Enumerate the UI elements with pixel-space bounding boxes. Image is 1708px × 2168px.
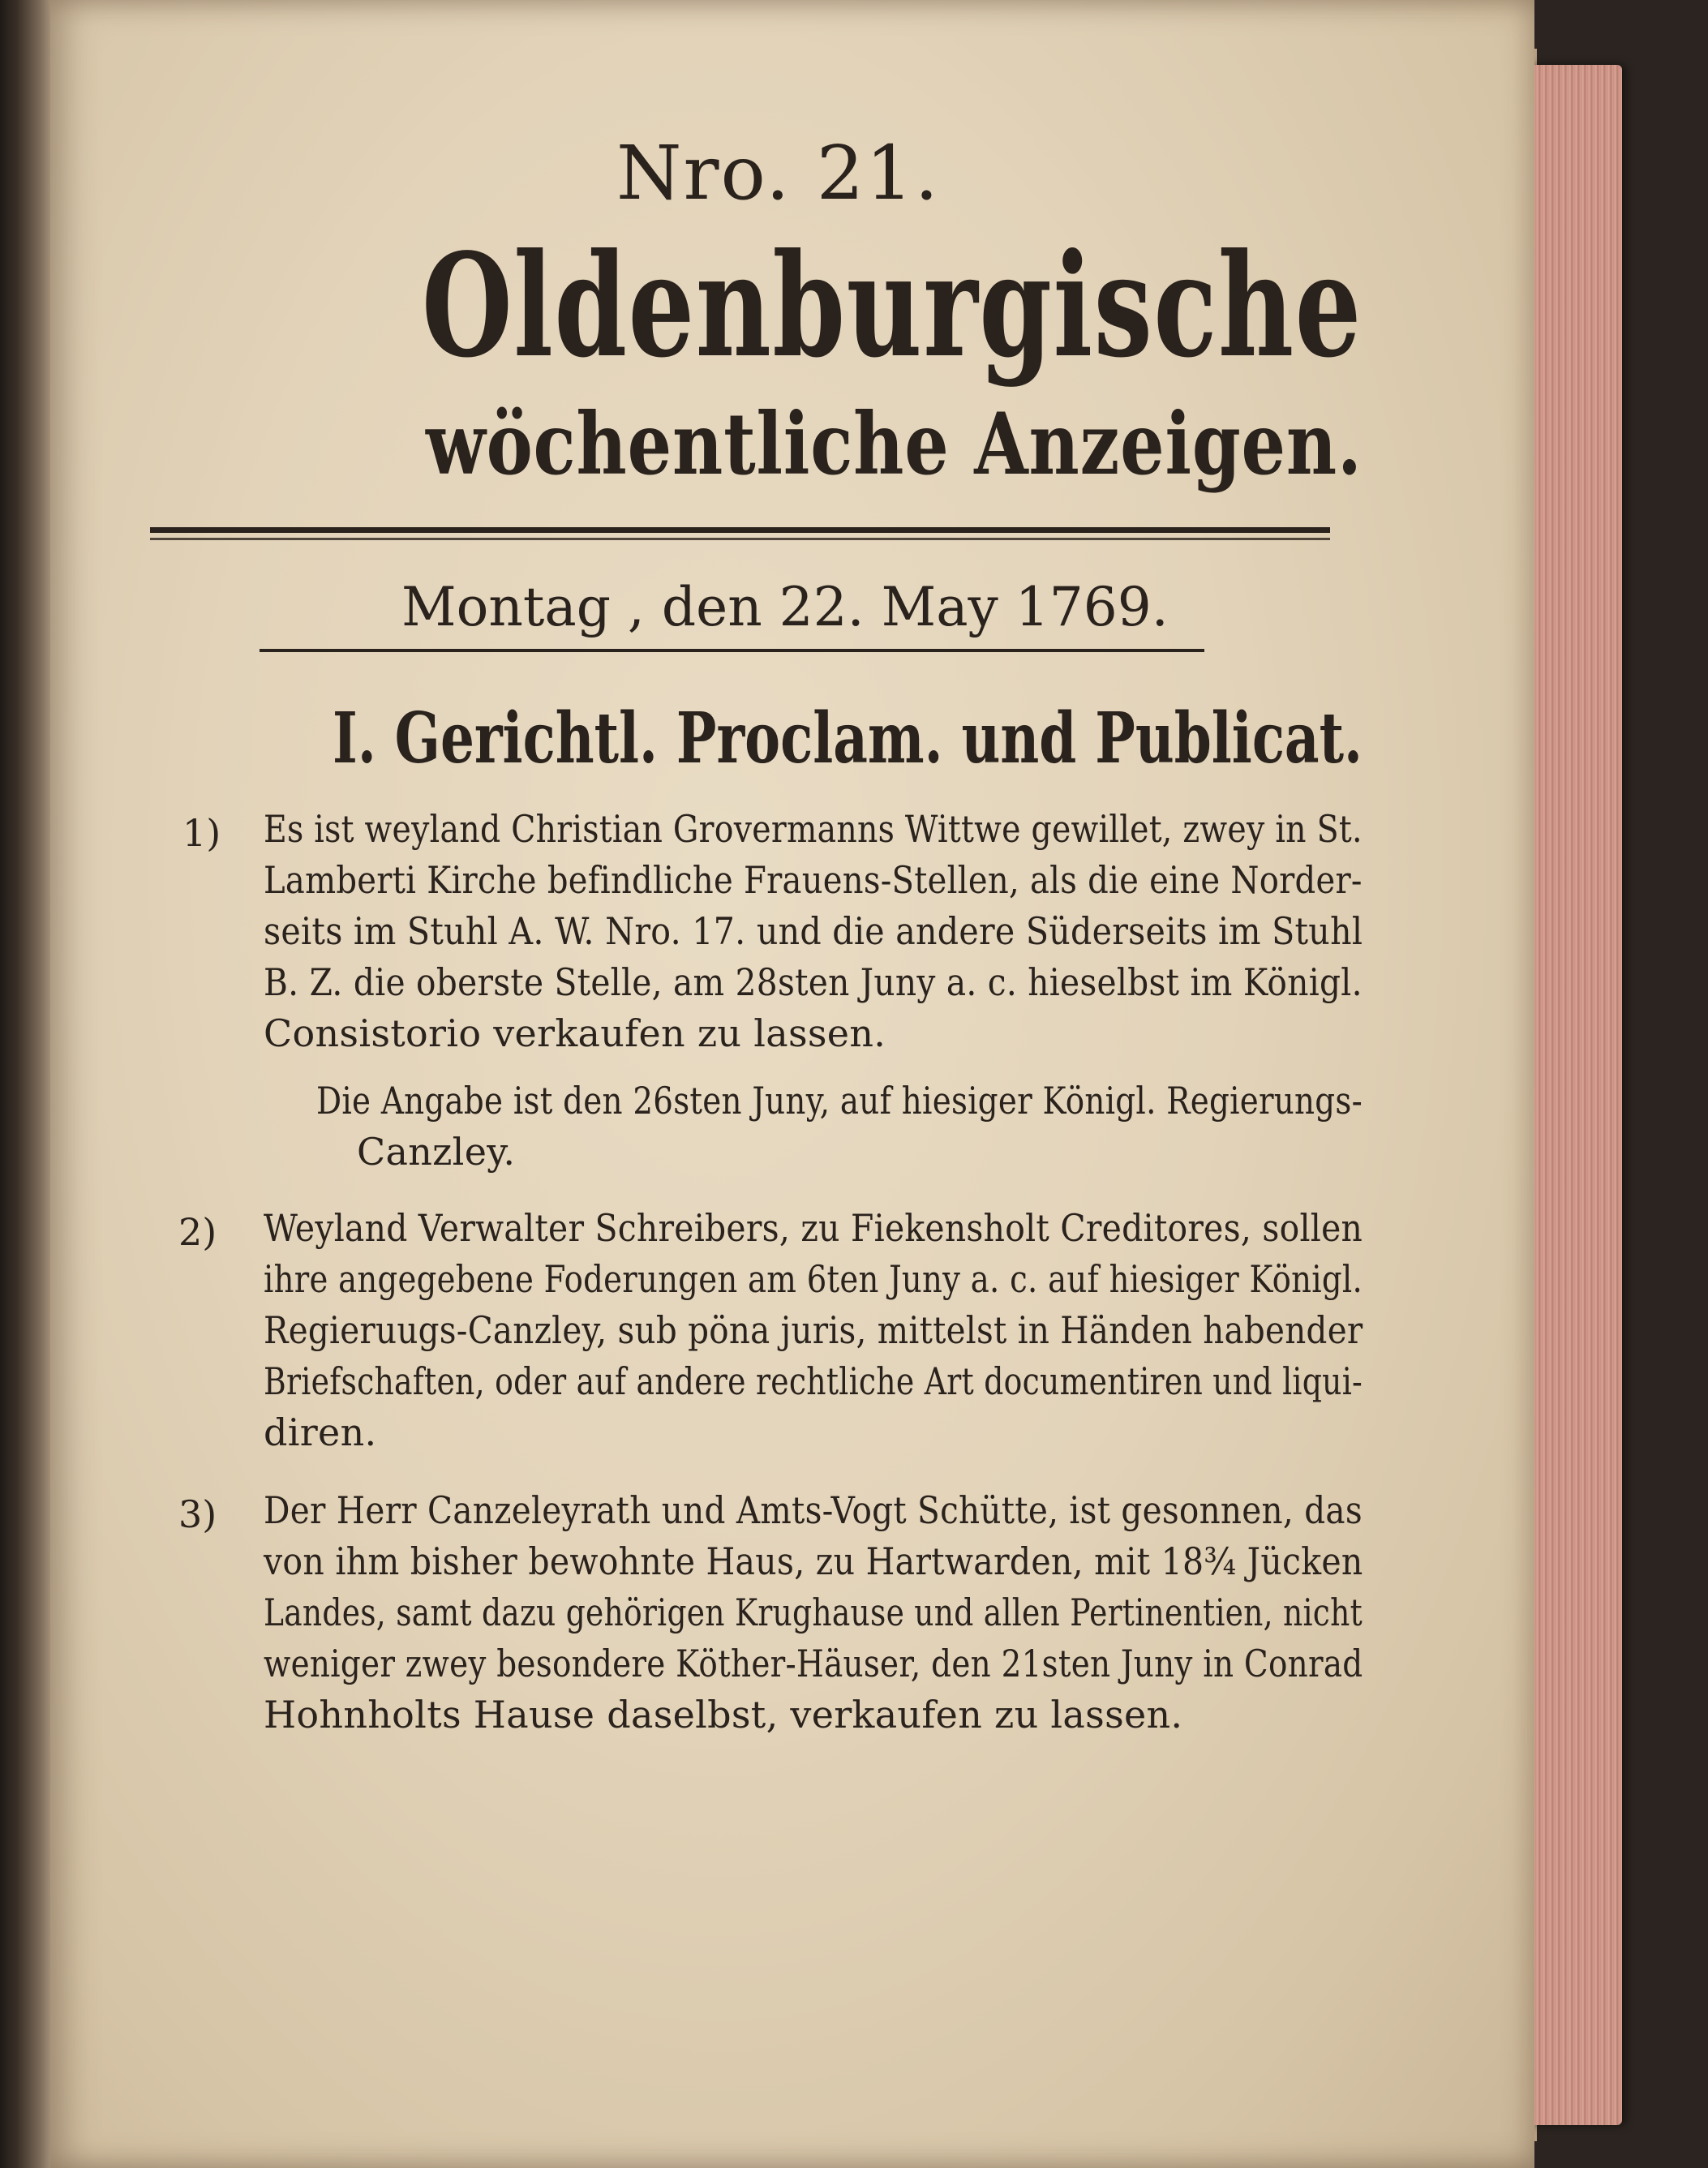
entry-number: 3) [178, 1492, 217, 1536]
top-rule [150, 527, 1330, 533]
entry-line: Landes, samt dazu gehörigen Krughause und allen Pertinentien, nicht [264, 1591, 1363, 1634]
entry-line: diren. [264, 1410, 377, 1454]
entry-note-line: Canzley. [357, 1130, 516, 1174]
section-heading: I. Gerichtl. Proclam. und Publicat. [333, 698, 1363, 779]
masthead-subtitle: wöchentliche Anzeigen. [426, 393, 1363, 494]
entry-number: 2) [178, 1210, 217, 1254]
entry-number: 1) [182, 811, 221, 855]
entry-line: von ihm bisher bewohnte Haus, zu Hartwarden, mit 18¾ Jücken [264, 1539, 1363, 1583]
entry-note-line: Die Angabe ist den 26sten Juny, auf hiesiger Königl. Regierungs- [316, 1079, 1363, 1123]
page-stack-edges [1529, 65, 1622, 2125]
entry-line: Es ist weyland Christian Grovermanns Wittwe gewillet, zwey in St. [264, 807, 1363, 851]
date-rule [260, 649, 1204, 652]
issue-number: Nro. 21. [616, 130, 941, 217]
entry-line: Weyland Verwalter Schreibers, zu Fiekensholt Creditores, sollen [264, 1206, 1363, 1250]
entry-line: seits im Stuhl A. W. Nro. 17. und die andere Süderseits im Stuhl [264, 909, 1363, 953]
entry-line: weniger zwey besondere Köther-Häuser, den 21sten Juny in Conrad [264, 1642, 1363, 1685]
book-spine-shadow [0, 0, 57, 2168]
masthead-title: Oldenburgische [422, 223, 1363, 389]
issue-date: Montag , den 22. May 1769. [401, 576, 1169, 638]
top-rule-secondary [150, 538, 1330, 540]
entry-line: Consistorio verkaufen zu lassen. [264, 1011, 886, 1055]
entry-line: ihre angegebene Foderungen am 6ten Juny a. c. auf hiesiger Königl. [264, 1257, 1363, 1301]
entry-line: Briefschaften, oder auf andere rechtliche Art documentiren und liqui- [264, 1359, 1363, 1403]
entry-line: Lamberti Kirche befindliche Frauens-Stellen, als die eine Norder- [264, 858, 1363, 902]
entry-line: Regieruugs-Canzley, sub pöna juris, mittelst in Händen habender [264, 1308, 1363, 1352]
entry-line: Der Herr Canzeleyrath und Amts-Vogt Schütte, ist gesonnen, das [264, 1488, 1363, 1532]
entry-line: B. Z. die oberste Stelle, am 28sten Juny a. c. hieselbst im Königl. [264, 960, 1363, 1004]
entry-line: Hohnholts Hause daselbst, verkaufen zu lassen. [264, 1693, 1183, 1737]
